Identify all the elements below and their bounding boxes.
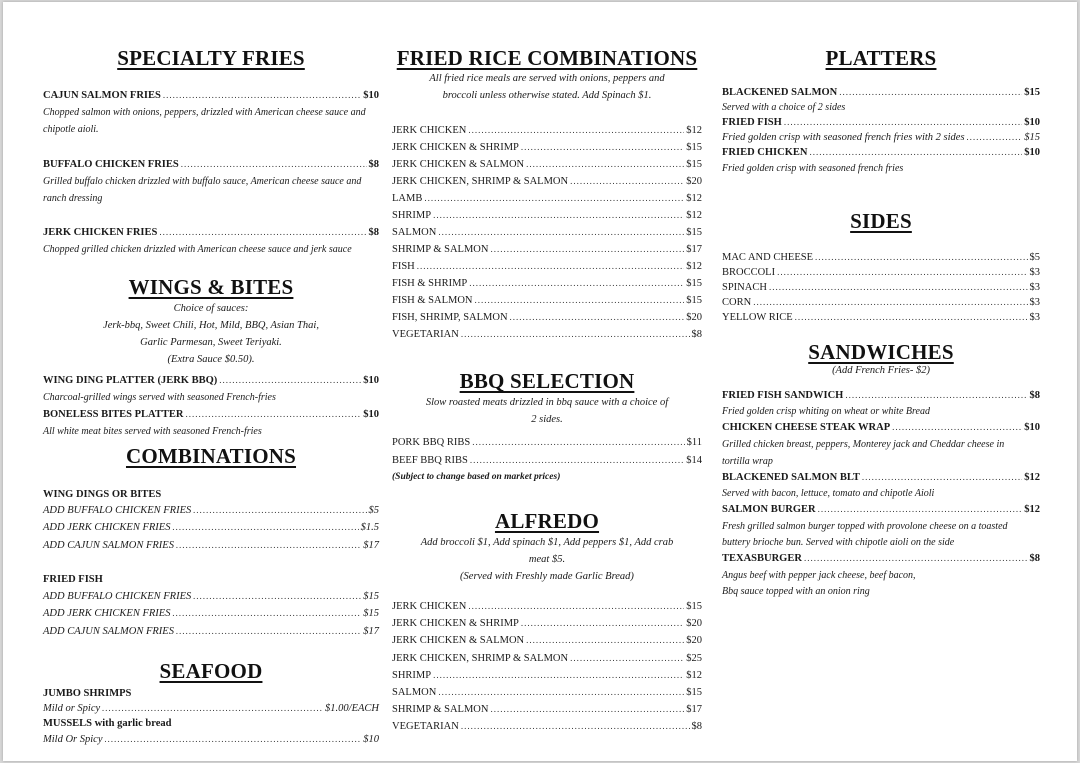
menu-item: ADD JERK CHICKEN FRIES ..... $15 — [43, 605, 379, 622]
extra-sauce-note: (Extra Sauce $0.50). — [167, 354, 255, 365]
menu-item: FISH & SHRIMP ..... $15 — [392, 275, 702, 292]
menu-item: Mild Or Spicy ..... $10 — [43, 731, 379, 748]
item-description: Angus beef with pepper jack cheese, beef bacon, — [722, 570, 916, 581]
menu-item: CORN ..... $3 — [722, 294, 1040, 311]
menu-item: BLACKENED SALMON ..... $15 — [722, 84, 1040, 101]
item-description: Chopped salmon with onions, peppers, drizzled with American cheese sauce and chipotle aioli. — [43, 107, 366, 135]
menu-item: FRIED FISH ..... $10 — [722, 114, 1040, 131]
item-description: Chopped grilled chicken drizzled with American cheese sauce and jerk sauce — [43, 244, 352, 255]
item-description: Fresh grilled salmon burger topped with provolone cheese on a toasted — [722, 521, 1008, 532]
menu-item: FISH, SHRIMP, SALMON ..... $20 — [392, 309, 702, 326]
sauce-list: Jerk-bbq, Sweet Chili, Hot, Mild, BBQ, Asian Thai, — [103, 320, 319, 331]
item-description: Grilled buffalo chicken drizzled with buffalo sauce, American cheese sauce and ranch dressing — [43, 176, 362, 204]
menu-item: JERK CHICKEN & SHRIMP ..... $15 — [392, 139, 702, 156]
bbq-note: 2 sides. — [531, 414, 563, 425]
menu-item: JERK CHICKEN, SHRIMP & SALMON ..... $25 — [392, 650, 702, 667]
menu-item: JERK CHICKEN & SALMON ..... $20 — [392, 632, 702, 649]
menu-item: VEGETARIAN ..... $8 — [392, 326, 702, 343]
section-title-alfredo: ALFREDO — [494, 509, 600, 533]
alfredo-note: (Served with Freshly made Garlic Bread) — [460, 571, 634, 582]
sandwiches-note: (Add French Fries- $2) — [832, 365, 930, 376]
menu-item: Mild or Spicy ..... $1.00/EACH — [43, 700, 379, 717]
sauce-list: Garlic Parmesan, Sweet Teriyaki. — [140, 337, 282, 348]
item-description: Served with bacon, lettuce, tomato and chipotle Aioli — [722, 488, 935, 499]
sauce-choice-label: Choice of sauces: — [173, 303, 249, 314]
menu-item: YELLOW RICE ..... $3 — [722, 309, 1040, 326]
item-description: Charcoal-grilled wings served with seasoned French-fries — [43, 392, 276, 403]
menu-item: SALMON ..... $15 — [392, 684, 702, 701]
menu-item: CAJUN SALMON FRIES ..... $10 — [43, 87, 379, 104]
menu-item: FISH ..... $12 — [392, 258, 702, 275]
menu-item: WING DING PLATTER (JERK BBQ) ..... $10 — [43, 372, 379, 389]
market-price-note: (Subject to change based on market prices) — [392, 472, 561, 482]
menu-item: FISH & SALMON ..... $15 — [392, 292, 702, 309]
menu-item: JERK CHICKEN ..... $12 — [392, 122, 702, 139]
item-description: Grilled chicken breast, peppers, Monterey jack and Cheddar cheese in — [722, 439, 1005, 450]
item-description: Fried golden crisp whiting on wheat or white Bread — [722, 406, 930, 417]
menu-item: FRIED FISH SANDWICH ..... $8 — [722, 387, 1040, 404]
menu-item: SHRIMP ..... $12 — [392, 207, 702, 224]
menu-item: ADD BUFFALO CHICKEN FRIES ..... $5 — [43, 502, 379, 519]
alfredo-note: Add broccoli $1, Add spinach $1, Add peppers $1, Add crab — [420, 537, 674, 548]
menu-item: JERK CHICKEN FRIES ..... $8 — [43, 224, 379, 241]
menu-item: FRIED CHICKEN ..... $10 — [722, 144, 1040, 161]
section-title-platters: PLATTERS — [825, 46, 937, 70]
menu-item: Fried golden crisp with seasoned french fries with 2 sides ..... $15 — [722, 129, 1040, 146]
menu-item: PORK BBQ RIBS ..... $11 — [392, 434, 702, 451]
menu-item: BLACKENED SALMON BLT ..... $12 — [722, 469, 1040, 486]
menu-item: BUFFALO CHICKEN FRIES ..... $8 — [43, 156, 379, 173]
menu-item: MAC AND CHEESE ..... $5 — [722, 249, 1040, 266]
item-description: tortilla wrap — [722, 456, 773, 467]
menu-item: ADD JERK CHICKEN FRIES ..... $1.5 — [43, 519, 379, 536]
menu-item: JERK CHICKEN, SHRIMP & SALMON ..... $20 — [392, 173, 702, 190]
fried-rice-note: All fried rice meals are served with onions, peppers and — [429, 73, 665, 84]
jumbo-shrimps-label: JUMBO SHRIMPS — [43, 688, 132, 699]
section-title-sides: SIDES — [850, 209, 912, 233]
menu-item: SHRIMP & SALMON ..... $17 — [392, 701, 702, 718]
section-title-seafood: SEAFOOD — [159, 659, 263, 683]
section-title-bbq: BBQ SELECTION — [459, 369, 635, 393]
mussels-label: MUSSELS with garlic bread — [43, 718, 172, 729]
menu-item: LAMB ..... $12 — [392, 190, 702, 207]
menu-item: ADD CAJUN SALMON FRIES ..... $17 — [43, 537, 379, 554]
group-label: WING DINGS OR BITES — [43, 489, 162, 500]
menu-item: CHICKEN CHEESE STEAK WRAP ..... $10 — [722, 419, 1040, 436]
menu-item: BONELESS BITES PLATTER ..... $10 — [43, 406, 379, 423]
item-description: Bbq sauce topped with an onion ring — [722, 586, 870, 597]
menu-item: SHRIMP ..... $12 — [392, 667, 702, 684]
menu-item: BEEF BBQ RIBS ..... $14 — [392, 452, 702, 469]
menu-item: JERK CHICKEN & SHRIMP ..... $20 — [392, 615, 702, 632]
section-title-combinations: COMBINATIONS — [125, 444, 297, 468]
menu-item: JERK CHICKEN ..... $15 — [392, 598, 702, 615]
section-title-specialty-fries: SPECIALTY FRIES — [117, 46, 305, 70]
section-title-sandwiches: SANDWICHES — [808, 340, 954, 364]
menu-item: SPINACH ..... $3 — [722, 279, 1040, 296]
section-title-fried-rice: FRIED RICE COMBINATIONS — [396, 46, 698, 70]
menu-item: BROCCOLI ..... $3 — [722, 264, 1040, 281]
menu-sheet — [3, 2, 1077, 761]
menu-item: SALMON ..... $15 — [392, 224, 702, 241]
bbq-note: Slow roasted meats drizzled in bbq sauce with a choice of — [425, 397, 669, 408]
fried-rice-note: broccoli unless otherwise stated. Add Spinach $1. — [442, 90, 652, 101]
group-label: FRIED FISH — [43, 574, 103, 585]
alfredo-note: meat $5. — [528, 554, 566, 565]
item-description: buttery brioche bun. Served with chipotle aioli on the side — [722, 537, 955, 548]
menu-item: SALMON BURGER ..... $12 — [722, 501, 1040, 518]
section-title-wings: WINGS & BITES — [128, 275, 294, 299]
item-description: Fried golden crisp with seasoned french fries — [722, 163, 904, 174]
menu-item: JERK CHICKEN & SALMON ..... $15 — [392, 156, 702, 173]
item-description: Served with a choice of 2 sides — [722, 102, 846, 113]
menu-item: SHRIMP & SALMON ..... $17 — [392, 241, 702, 258]
menu-item: TEXASBURGER ..... $8 — [722, 550, 1040, 567]
item-description: All white meat bites served with seasoned French-fries — [43, 426, 262, 437]
menu-item: ADD CAJUN SALMON FRIES ..... $17 — [43, 623, 379, 640]
menu-item: VEGETARIAN ..... $8 — [392, 718, 702, 735]
menu-item: ADD BUFFALO CHICKEN FRIES ..... $15 — [43, 588, 379, 605]
